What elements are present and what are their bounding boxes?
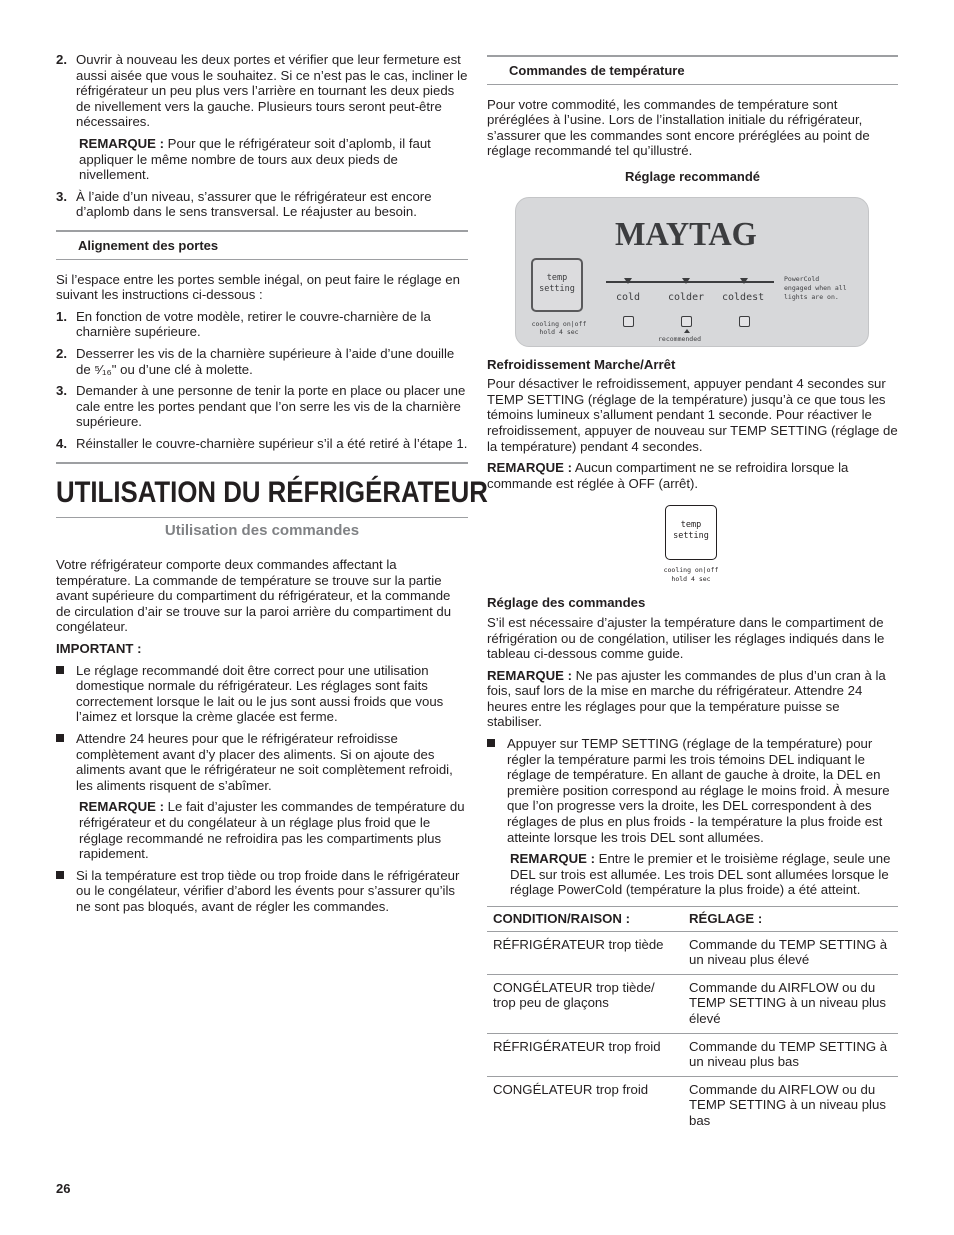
- list-item: [487, 736, 898, 845]
- cooling-text: Pour désactiver le refroidissement, appuyer pendant 4 secondes sur TEMP SETTING (réglage de la température) jusqu’à ce que tous les témoins lumineux s’allument pendant 1 seconde. Pour réactiver le refroidissement, appuyer de nouveau sur TEMP SETTING (réglage de la température) pendant 4 secondes.: [487, 376, 898, 454]
- section-subhead: Utilisation des commandes: [164, 522, 360, 540]
- alignment-step: [56, 436, 468, 452]
- adjust-title: Réglage des commandes: [487, 595, 646, 611]
- led-cold-indicator: [623, 316, 634, 327]
- table-header: RÉGLAGE :: [683, 907, 898, 932]
- temp-setting-button[interactable]: [665, 505, 717, 560]
- controls-intro: Votre réfrigérateur comporte deux commandes affectant la température. La commande de température se trouve sur la partie avant supérieure du compartiment du réfrigérateur, et la commande de circulation d’air se trouve sur la paroi arrière du compartiment du congélateur.: [56, 557, 452, 635]
- important-label: IMPORTANT :: [56, 641, 142, 657]
- step-number: 2.: [56, 345, 67, 361]
- table-cell: Commande du TEMP SETTING à un niveau plus élevé: [683, 931, 898, 974]
- temp-setting-button[interactable]: [531, 258, 583, 312]
- note-text: Entre le premier et le troisième réglage, seule une DEL sur trois est allumée. Les trois DEL sont allumées lorsque le réglage PowerCold (température la plus froide) a été atteint.: [510, 851, 891, 898]
- step-number: 4.: [56, 435, 67, 451]
- control-panel-illustration: [515, 197, 869, 347]
- bullet-text: Si la température est trop tiède ou trop froide dans le réfrigérateur ou le congélateur, vérifier d’abord les évents pour s’assurer qu’ils ne sont pas bloqués, avant de régler les commandes.: [76, 867, 460, 914]
- step-text: À l’aide d’un niveau, s’assurer que le réfrigérateur est encore d’aplomb dans le sens transversal. Le réajuster au besoin.: [76, 188, 432, 220]
- recommended-setting-caption: Réglage recommandé: [624, 168, 761, 184]
- left-column: [56, 52, 488, 921]
- alignment-step: [56, 383, 468, 430]
- scale-marker-icon: [740, 278, 748, 284]
- button-line: temp: [546, 272, 568, 283]
- powercold-note: [784, 275, 864, 302]
- note-off: [487, 460, 898, 491]
- note-label: REMARQUE :: [79, 799, 164, 815]
- note-text: Aucun compartiment ne se refroidira lorsque la commande est réglée à OFF (arrêt).: [487, 460, 849, 491]
- bullet-square-icon: [56, 666, 64, 674]
- powercold-line: lights are on.: [784, 292, 839, 301]
- step-number: 1.: [56, 308, 67, 324]
- powercold-line: PowerCold: [784, 274, 820, 283]
- scale-marker-icon: [624, 278, 632, 284]
- table-header-row: [487, 907, 898, 932]
- led-coldest-indicator: [739, 316, 750, 327]
- temp-setting-button-illustration: [650, 505, 750, 585]
- headline-divider: [56, 517, 468, 518]
- powercold-line: engaged when all: [784, 283, 847, 292]
- bullet-text: Appuyer sur TEMP SETTING (réglage de la température) pour régler la température parmi les trois témoins DEL indiquant le réglage de température. En allant de gauche à droite, la DEL en première position correspond au réglage le moins froid. À mesure que l’on progresse vers la droite, les DEL correspondent à des réglages de plus en plus froids - la température la plus froide est atteinte lorsque les trois DEL sont allumées.: [507, 736, 890, 845]
- table-cell: RÉFRIGÉRATEUR trop tiède: [487, 931, 683, 974]
- table-row: [487, 1076, 898, 1134]
- button-line: temp: [680, 520, 702, 531]
- level-label-colder: colder: [668, 291, 705, 303]
- step-text: Réinstaller le couvre-charnière supérieur s’il a été retiré à l’étape 1.: [76, 435, 468, 451]
- caption-line: hold 4 sec: [539, 327, 579, 336]
- headline-block: [56, 462, 488, 510]
- table-row: [487, 931, 898, 974]
- table-row: [487, 1033, 898, 1076]
- table-cell: Commande du AIRFLOW ou du TEMP SETTING à un niveau plus bas: [689, 1081, 886, 1128]
- table-cell: CONGÉLATEUR trop tiède/ trop peu de glaçons: [487, 974, 683, 1033]
- button-line: setting: [673, 531, 709, 542]
- table-cell: Commande du TEMP SETTING à un niveau plus bas: [683, 1033, 898, 1076]
- adjust-text: S’il est nécessaire d’ajuster la température dans le compartiment de réfrigération ou de congélation, utiliser les réglages indiqués dans le tableau ci-dessous comme guide.: [487, 614, 885, 662]
- recommended-label: recommended: [658, 334, 702, 343]
- note-text: Pour que le réfrigérateur soit d’aplomb, il faut appliquer le même nombre de tours aux deux pieds de nivellement.: [79, 135, 431, 183]
- alignment-step: [56, 309, 468, 340]
- led-colder-indicator: [681, 316, 692, 327]
- step-number: 2.: [56, 52, 67, 67]
- table-header: CONDITION/RAISON :: [487, 907, 683, 932]
- maytag-logo: MAYTAG: [615, 215, 757, 253]
- settings-table: [487, 906, 898, 1135]
- right-column: [487, 52, 898, 1135]
- step-3-level: [56, 189, 468, 220]
- step-number: 3.: [56, 188, 67, 204]
- caption-line: hold 4 sec: [671, 575, 711, 584]
- note-text: Ne pas ajuster les commandes de plus d’un cran à la fois, sauf lors de la mise en marche du réfrigérateur. Attendre 24 heures entre les réglages pour que la température puisse se stabiliser.: [487, 667, 886, 730]
- level-label-cold: cold: [616, 291, 641, 303]
- bullet-square-icon: [56, 871, 64, 879]
- step-text: Ouvrir à nouveau les deux portes et vérifier que leur fermeture est aussi aisée que vous le souhaitez. Si ce n’est pas le cas, incliner le réfrigérateur un peu plus vers l’arrière en tournant les deux pieds de nivellement vers la gauche. Plusieurs tours seront peut-être nécessaires.: [76, 52, 468, 130]
- step-text: Demander à une personne de tenir la porte en place ou placer une cale entre les portes pendant que l’on serre les vis de la charnière supérieure.: [76, 383, 466, 430]
- note-label: REMARQUE :: [487, 460, 572, 476]
- bullet-square-icon: [487, 739, 495, 747]
- scale-marker-icon: [682, 278, 690, 284]
- step-text: Desserrer les vis de la charnière supérieure à l’aide d’une douille de ⁵⁄₁₆" ou d’une clé à molette.: [76, 345, 455, 377]
- section-title-temp-controls: Commandes de température: [487, 55, 898, 85]
- note-text: Le fait d’ajuster les commandes de température du réfrigérateur et du congélateur à un réglage plus froid que le réglage recommandé ne refroidira pas les compartiments plus rapidement.: [79, 799, 465, 862]
- page-number: 26: [56, 1181, 71, 1196]
- step-text: En fonction de votre modèle, retirer le couvre-charnière de la charnière supérieure.: [76, 308, 431, 340]
- table-cell: RÉFRIGÉRATEUR trop froid: [487, 1033, 683, 1076]
- level-label-coldest: coldest: [722, 291, 765, 303]
- table-row: [487, 974, 898, 1033]
- table-cell: Commande du AIRFLOW ou du TEMP SETTING à un niveau plus élevé: [683, 974, 898, 1033]
- note-label: REMARQUE :: [487, 667, 572, 683]
- bullet-square-icon: [56, 734, 64, 742]
- step-number: 3.: [56, 383, 67, 399]
- step-2-level: [56, 52, 468, 130]
- button-caption: [650, 566, 732, 584]
- page-title: UTILISATION DU RÉFRIGÉRATEUR: [56, 476, 488, 510]
- note-label: REMARQUE :: [79, 135, 164, 151]
- temp-intro: Pour votre commodité, les commandes de température sont préréglées à l’usine. Lors de l’installation initiale du réfrigérateur, s’assurer que les commandes sont encore préréglées au point de réglage recommandé tel qu’illustré.: [487, 96, 870, 159]
- list-item: [56, 731, 468, 793]
- bullet-text: Le réglage recommandé doit être correct pour une utilisation domestique normale du réfrigérateur. Les réglages sont faits correctement lorsque le lait ou le jus sont aussi froids que vous l’aimez et lorsque la crème glacée est ferme.: [76, 662, 444, 725]
- alignment-intro: Si l’espace entre les portes semble inégal, on peut faire le réglage en suivant les instructions ci-dessous :: [56, 271, 460, 303]
- bullet-text: Attendre 24 heures pour que le réfrigérateur refroidisse complètement avant d’y placer des aliments. Si on ajoute des aliments avant que le réfrigérateur ne soit complètement refroidi, les aliments risquent de s’abîmer.: [76, 731, 453, 793]
- alignment-step: [56, 346, 468, 377]
- button-caption: [530, 320, 588, 336]
- cooling-title: Refroidissement Marche/Arrêt: [487, 356, 676, 372]
- table-cell: CONGÉLATEUR trop froid: [493, 1081, 649, 1097]
- button-line: setting: [539, 283, 575, 294]
- note-colder: [56, 799, 468, 861]
- list-item: [56, 868, 468, 915]
- note-led: [487, 851, 898, 898]
- list-item: [56, 663, 468, 725]
- section-title-door-alignment: Alignement des portes: [56, 230, 468, 260]
- caption-line: cooling on|off: [531, 319, 587, 328]
- note-label: REMARQUE :: [510, 851, 595, 867]
- caption-line: cooling on|off: [663, 566, 719, 575]
- note-leveling: [56, 136, 468, 183]
- note-one-step: [487, 668, 898, 730]
